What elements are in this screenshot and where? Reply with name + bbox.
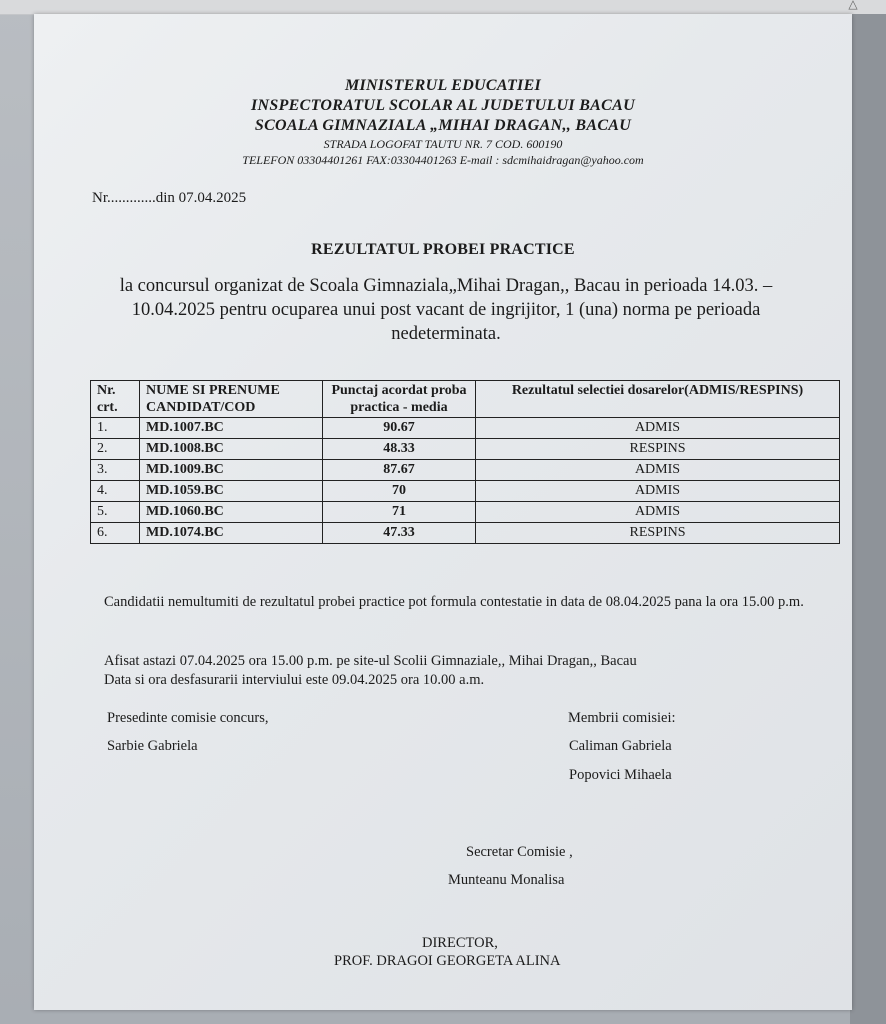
table-row [91,460,840,481]
viewer-side-panel [850,14,886,1024]
secretary-name: Munteanu Monalisa [448,872,565,888]
candidate-result: ADMIS [476,502,840,523]
candidate-result: RESPINS [476,523,840,544]
candidate-code: MD.1060.BC [140,502,323,523]
candidate-result: ADMIS [476,460,840,481]
row-nr: 1. [91,418,140,439]
scroll-up-icon[interactable]: △ [848,0,858,11]
table-header-row [91,381,840,418]
header-inspectorate: INSPECTORATUL SCOLAR AL JUDETULUI BACAU [251,97,635,114]
column-header-result: Rezultatul selectiei dosarelor(ADMIS/RESPINS) [476,381,840,418]
candidate-result: RESPINS [476,439,840,460]
candidate-code: MD.1059.BC [140,481,323,502]
secretary-label: Secretar Comisie , [466,844,573,860]
member-name-2: Popovici Mihaela [569,767,672,783]
candidate-result: ADMIS [476,481,840,502]
contestatie-note: Candidatii nemultumiti de rezultatul probei practice pot formula contestatie in data de 08.04.2025 pana la ora 15.00 p.m. [104,594,804,610]
candidate-result: ADMIS [476,418,840,439]
table-row [91,523,840,544]
column-header-nr: Nr. crt. [91,381,140,418]
document-title: REZULTATUL PROBEI PRACTICE [311,241,575,258]
director-label: DIRECTOR, [422,935,498,951]
afisat-note: Afisat astazi 07.04.2025 ora 15.00 p.m. pe site-ul Scolii Gimnaziale,, Mihai Dragan,, Bacau [104,653,637,669]
candidate-score: 47.33 [323,523,476,544]
row-nr: 5. [91,502,140,523]
candidate-score: 90.67 [323,418,476,439]
table-row [91,439,840,460]
table-row [91,418,840,439]
column-header-name: NUME SI PRENUME CANDIDAT/COD [140,381,323,418]
row-nr: 4. [91,481,140,502]
row-nr: 3. [91,460,140,481]
interview-note: Data si ora desfasurarii interviului este 09.04.2025 ora 10.00 a.m. [104,672,485,688]
candidate-score: 48.33 [323,439,476,460]
header-address: STRADA LOGOFAT TAUTU NR. 7 COD. 600190 [323,137,563,151]
president-label: Presedinte comisie concurs, [107,710,269,726]
row-nr: 6. [91,523,140,544]
table-row [91,481,840,502]
candidate-code: MD.1074.BC [140,523,323,544]
member-name-1: Caliman Gabriela [569,738,672,754]
director-name: PROF. DRAGOI GEORGETA ALINA [334,953,561,969]
viewer-top-bar [0,0,886,15]
row-nr: 2. [91,439,140,460]
candidate-code: MD.1007.BC [140,418,323,439]
candidate-code: MD.1008.BC [140,439,323,460]
header-school: SCOALA GIMNAZIALA „MIHAI DRAGAN,, BACAU [254,117,632,134]
candidate-code: MD.1009.BC [140,460,323,481]
candidate-score: 71 [323,502,476,523]
candidate-score: 87.67 [323,460,476,481]
results-table [90,380,840,544]
document-header [34,76,852,168]
registration-number: Nr.............din 07.04.2025 [92,190,247,206]
table-row [91,502,840,523]
members-label: Membrii comisiei: [568,710,676,726]
header-contact: TELEFON 03304401261 FAX:03304401263 E-mail : sdcmihaidragan@yahoo.com [242,153,644,167]
president-name: Sarbie Gabriela [107,738,198,754]
column-header-score: Punctaj acordat proba practica - media [323,381,476,418]
intro-paragraph: la concursul organizat de Scoala Gimnaziala„Mihai Dragan,, Bacau in perioada 14.03. – 10.04.2025 pentru ocuparea unui post vacant de ingrijitor, 1 (una) norma pe perioada nedeterminata. [119,276,773,344]
header-ministry: MINISTERUL EDUCATIEI [344,77,542,94]
document-page [34,14,852,1010]
candidate-score: 70 [323,481,476,502]
